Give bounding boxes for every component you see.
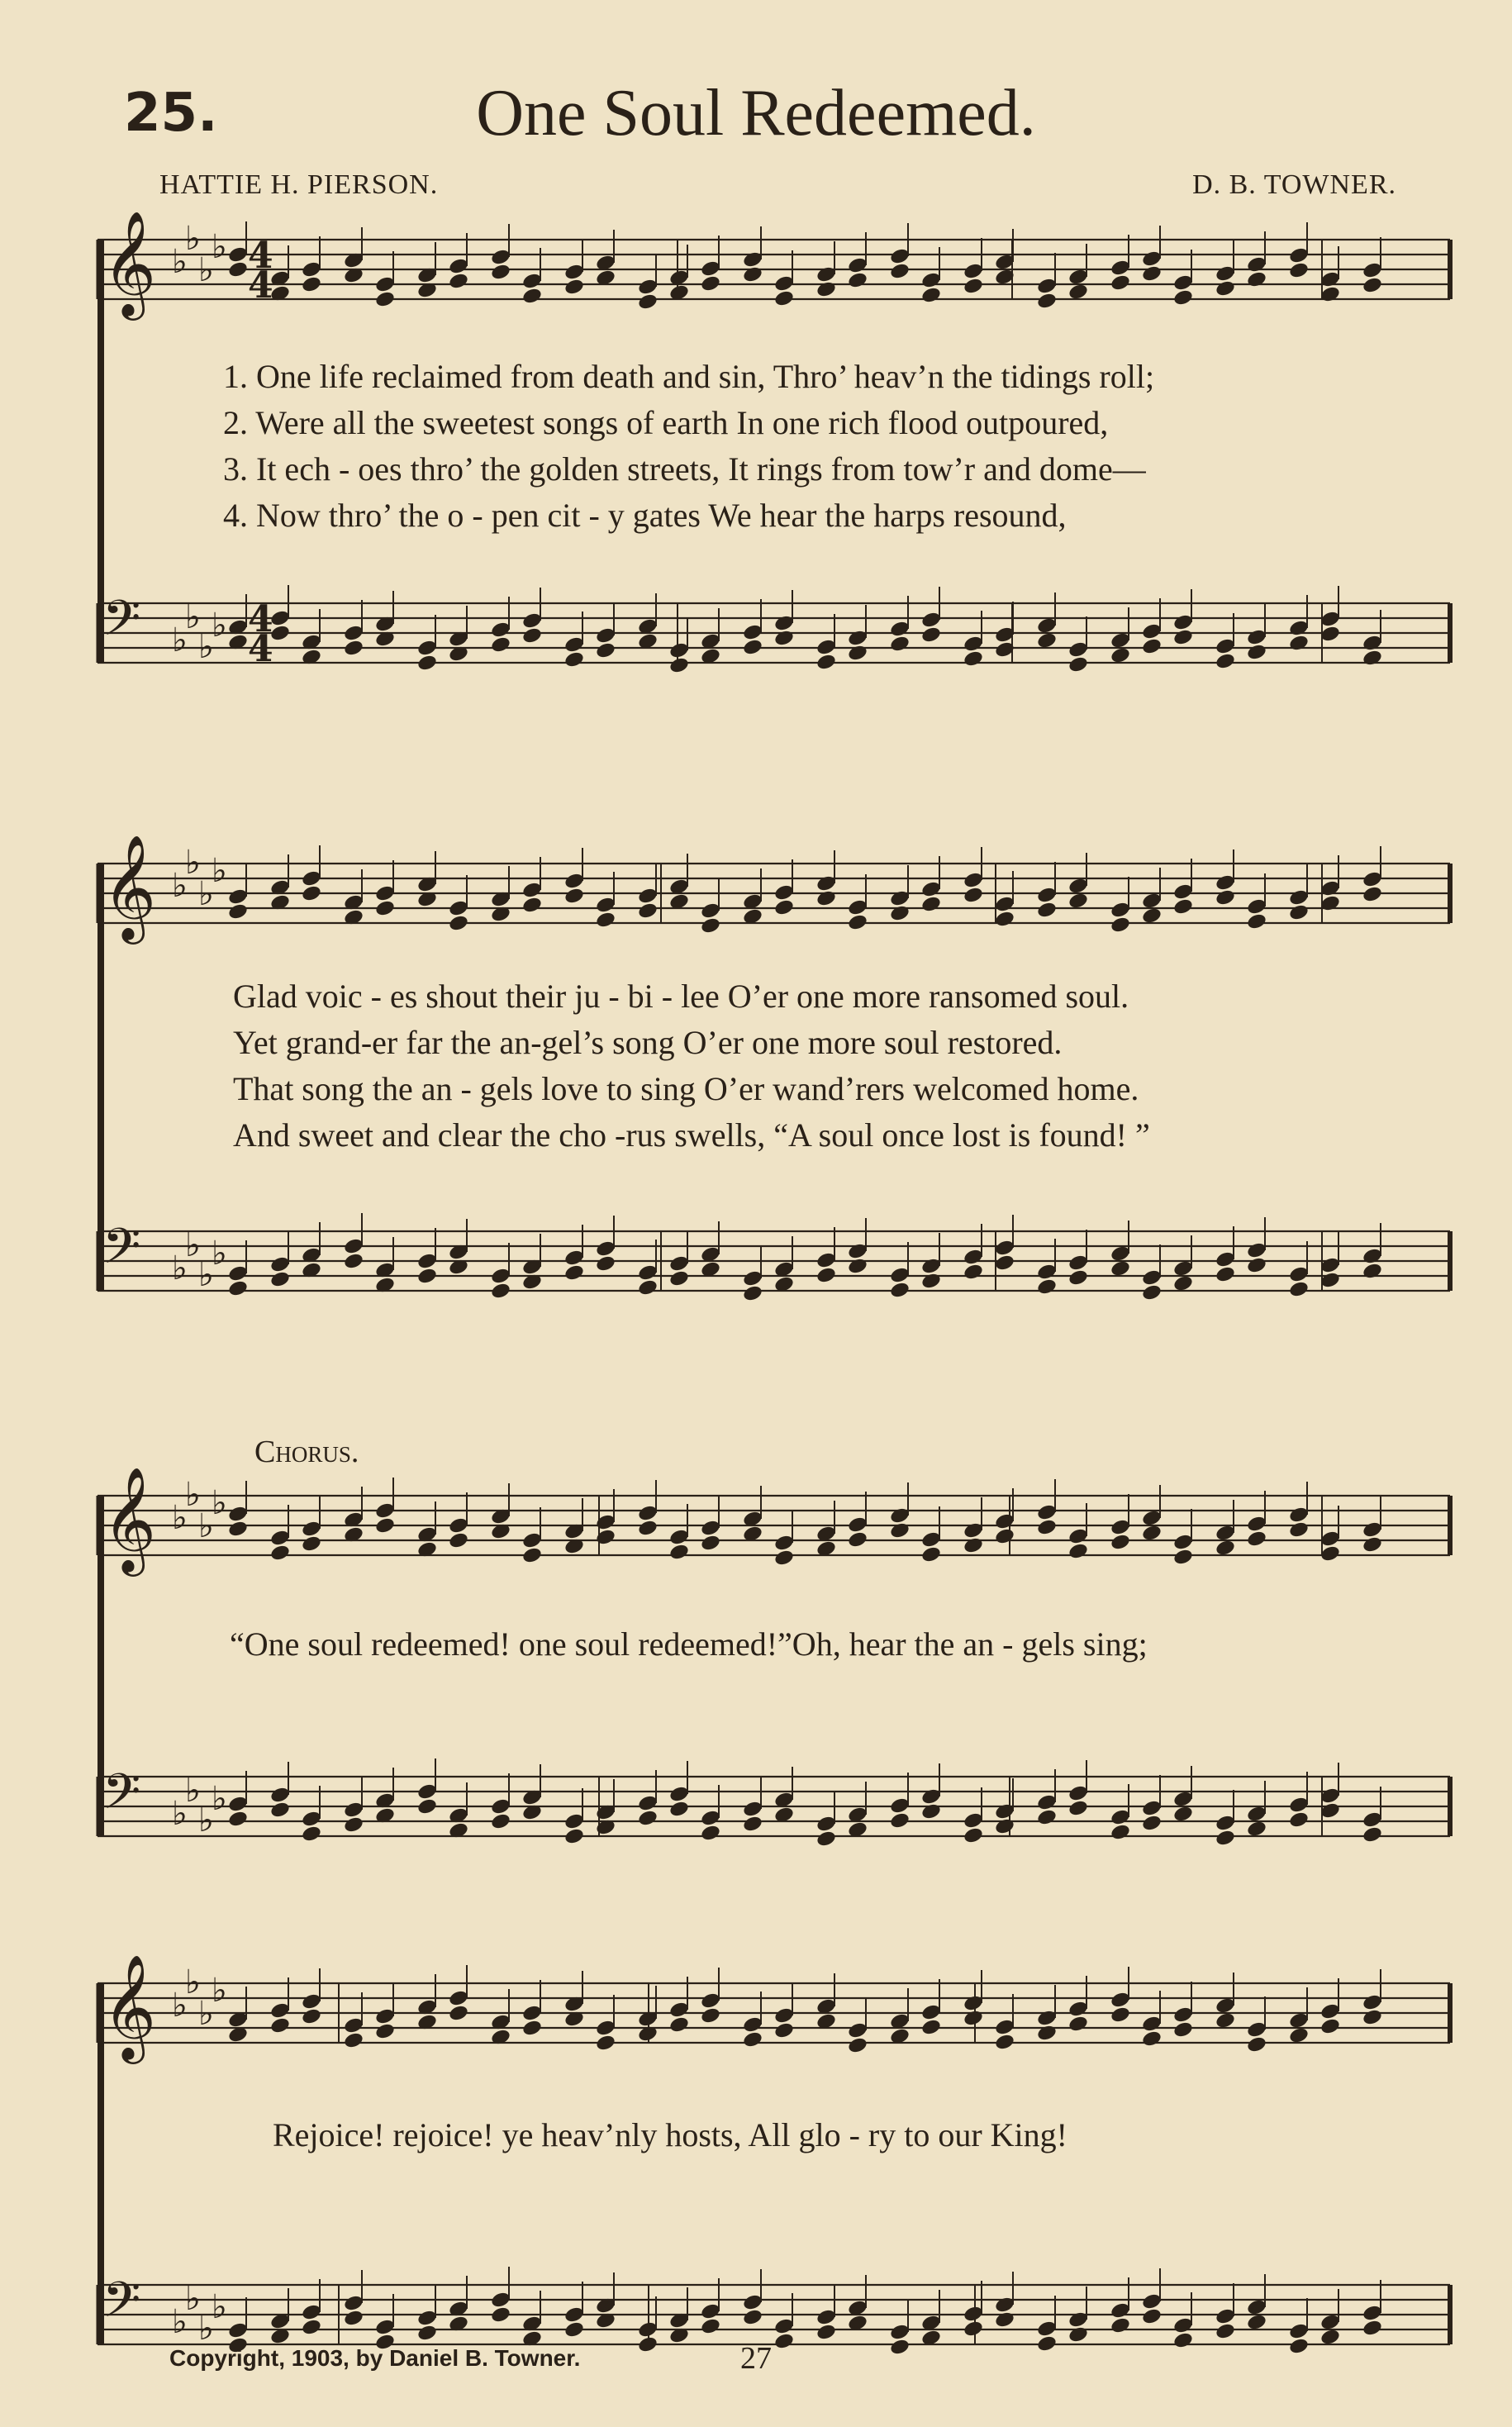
verse-line-4: 4. Now thro’ the o - pen cit - y gates We hear the harps resound, [223, 497, 1067, 534]
note-head [742, 2308, 763, 2326]
note-head [1110, 1259, 1131, 1278]
note-head [1141, 264, 1163, 283]
note-head [742, 265, 763, 283]
note-head [374, 1516, 396, 1535]
note-head [1215, 2011, 1236, 2030]
note-head [1110, 1823, 1131, 1841]
note-head [1246, 912, 1267, 930]
verse-line-5: Glad voic - es shout their ju - bi - lee O’er one more ransomed soul. [233, 978, 1129, 1015]
flat-icon: ♭ [212, 1235, 227, 1273]
note-head [920, 286, 942, 304]
flat-icon: ♭ [172, 243, 188, 281]
note-head [668, 1269, 690, 1287]
note-head [343, 2309, 364, 2327]
note-head [847, 271, 868, 289]
flat-icon: ♭ [198, 628, 214, 666]
note-head [1362, 885, 1383, 903]
note-head [595, 641, 616, 659]
flat-icon: ♭ [198, 1801, 214, 1839]
note-head [1036, 1808, 1058, 1826]
note-head [1067, 655, 1089, 673]
note-head [1215, 652, 1236, 670]
note-head [595, 911, 616, 929]
flat-icon: ♭ [198, 875, 214, 913]
note-head [1215, 279, 1236, 297]
note-head [847, 913, 868, 931]
time-signature-digit: 4 [248, 264, 273, 307]
note-head [1141, 1524, 1163, 1542]
note-head [301, 1535, 322, 1553]
note-head [563, 1263, 585, 1282]
flat-icon: ♭ [212, 1484, 227, 1522]
note-head [1067, 1268, 1089, 1287]
note-head [1172, 1805, 1194, 1823]
flat-icon: ♭ [185, 1772, 201, 1810]
note-head [1288, 903, 1310, 921]
note-head [920, 1272, 942, 1290]
flat-icon: ♭ [198, 2310, 214, 2348]
note-head [1246, 270, 1267, 288]
note-head [668, 1800, 690, 1818]
chorus-line-1: “One soul redeemed! one soul redeemed!”Oh, hear the an - gels sing; [230, 1625, 1148, 1663]
note-head [563, 887, 585, 905]
note-head [1110, 916, 1131, 934]
note-head [1172, 1274, 1194, 1292]
note-head [668, 1543, 690, 1561]
flat-icon: ♭ [185, 1226, 201, 1264]
note-head [343, 639, 364, 657]
note-head [1036, 1278, 1058, 1296]
note-head [269, 1270, 291, 1288]
note-head [963, 1263, 984, 1281]
note-head [637, 1519, 659, 1537]
note-head [374, 2022, 396, 2040]
note-head [563, 1827, 585, 1845]
note-head [889, 904, 911, 922]
note-head [889, 262, 911, 280]
bass-clef-icon: 𝄢 [102, 589, 141, 659]
note-head [700, 1534, 721, 1552]
note-head [521, 626, 543, 645]
note-head [301, 1825, 322, 1843]
note-head [700, 1824, 721, 1842]
note-head [815, 280, 837, 298]
note-head [963, 2320, 984, 2338]
note-head [847, 1257, 868, 1275]
treble-clef-icon: 𝄞 [102, 834, 157, 940]
note-head [920, 626, 942, 644]
flat-icon: ♭ [172, 2303, 188, 2341]
note-head [521, 2019, 543, 2037]
note-head [1246, 2313, 1267, 2331]
treble-clef-icon: 𝄞 [102, 1953, 157, 2059]
note-head [227, 1520, 249, 1538]
note-head [1110, 274, 1131, 292]
note-head [448, 272, 469, 290]
note-head [563, 2320, 585, 2339]
note-head [1141, 907, 1163, 925]
flat-icon: ♭ [172, 1795, 188, 1833]
note-head [815, 1266, 837, 1284]
note-head [815, 653, 837, 671]
note-head [815, 889, 837, 907]
flat-icon: ♭ [198, 1256, 214, 1294]
note-head [773, 1549, 795, 1567]
note-head [1246, 2035, 1267, 2053]
note-head [963, 2009, 984, 2027]
note-head [1172, 628, 1194, 646]
note-head [847, 2036, 868, 2054]
note-head [1246, 1530, 1267, 1548]
note-head [700, 2317, 721, 2335]
note-head [1246, 643, 1267, 661]
flat-icon: ♭ [212, 607, 227, 645]
note-head [994, 1254, 1015, 1272]
note-head [1319, 2017, 1341, 2035]
copyright-notice: Copyright, 1903, by Daniel B. Towner. [169, 2345, 581, 2371]
note-head [773, 289, 795, 307]
note-head [920, 895, 942, 913]
note-head [963, 1826, 984, 1844]
note-head [448, 914, 469, 932]
note-head [742, 1815, 763, 1833]
note-head [416, 2324, 438, 2342]
note-head [269, 1801, 291, 1819]
time-signature-digit: 4 [248, 598, 273, 640]
note-head [742, 2030, 763, 2049]
note-head [1215, 1829, 1236, 1847]
note-head [963, 886, 984, 904]
flat-icon: ♭ [172, 621, 188, 659]
note-head [227, 902, 249, 921]
note-head [1036, 631, 1058, 650]
note-head [1141, 2307, 1163, 2325]
flat-icon: ♭ [185, 844, 201, 882]
note-head [1172, 288, 1194, 307]
note-head [1288, 261, 1310, 279]
note-head [742, 638, 763, 656]
time-signature-digit: 4 [248, 235, 273, 277]
lyricist-credit: HATTIE H. PIERSON. [159, 169, 439, 200]
bass-clef-icon: 𝄢 [102, 1217, 141, 1287]
note-head [1110, 1533, 1131, 1551]
note-head [1141, 637, 1163, 655]
note-head [301, 884, 322, 902]
note-head [1172, 897, 1194, 916]
verse-line-7: That song the an - gels love to sing O’er wand’rers welcomed home. [233, 1070, 1139, 1107]
verse-line-2: 2. Were all the sweetest songs of earth In one rich flood outpoured, [223, 404, 1109, 441]
note-head [1067, 1542, 1089, 1560]
note-head [773, 898, 795, 916]
note-head [301, 275, 322, 293]
note-head [668, 656, 690, 674]
note-head [994, 2033, 1015, 2051]
note-head [815, 1830, 837, 1848]
note-head [1067, 892, 1089, 910]
note-head [1246, 1256, 1267, 1274]
note-head [490, 263, 511, 281]
note-head [343, 2031, 364, 2049]
note-head [1246, 1820, 1267, 1838]
note-head [1362, 2319, 1383, 2337]
note-head [889, 1811, 911, 1830]
note-head [1288, 1280, 1310, 1298]
note-head [448, 2004, 469, 2022]
flat-icon: ♭ [198, 1995, 214, 2033]
note-head [889, 635, 911, 653]
note-head [637, 902, 659, 920]
note-head [1362, 1825, 1383, 1844]
bass-clef-icon: 𝄢 [102, 1763, 141, 1832]
note-head [668, 2015, 690, 2034]
flat-icon: ♭ [212, 228, 227, 266]
bass-clef-icon: 𝄢 [102, 2271, 141, 2340]
note-head [595, 1254, 616, 1273]
hymn-title: One Soul Redeemed. [476, 77, 1036, 150]
note-head [416, 654, 438, 672]
flat-icon: ♭ [185, 1963, 201, 2001]
composer-credit: D. B. TOWNER. [1192, 169, 1396, 200]
treble-clef-icon: 𝄞 [102, 210, 157, 316]
note-head [1215, 1539, 1236, 1557]
flat-icon: ♭ [185, 1476, 201, 1514]
note-head [994, 1817, 1015, 1835]
note-head [1215, 888, 1236, 907]
note-head [889, 1281, 911, 1299]
note-head [773, 2021, 795, 2039]
note-head [700, 2006, 721, 2025]
note-head [847, 644, 868, 662]
note-head [1067, 1799, 1089, 1817]
note-head [227, 1279, 249, 1297]
note-head [1172, 1548, 1194, 1566]
flat-icon: ♭ [185, 220, 201, 258]
note-head [963, 1536, 984, 1554]
note-head [301, 2318, 322, 2336]
note-head [1288, 1520, 1310, 1539]
note-head [1362, 1262, 1383, 1280]
note-head [1141, 1283, 1163, 1302]
note-head [490, 1282, 511, 1300]
note-head [920, 2018, 942, 2036]
note-head [1362, 276, 1383, 294]
time-signature-digit: 4 [248, 628, 273, 670]
note-head [1036, 2024, 1058, 2042]
note-head [742, 1284, 763, 1302]
note-head [448, 1531, 469, 1549]
verse-line-6: Yet grand-er far the an-gel’s song O’er one more soul restored. [233, 1024, 1063, 1061]
hymn-number: 25. [124, 83, 218, 144]
note-head [1288, 634, 1310, 652]
note-head [1110, 646, 1131, 664]
note-head [920, 1545, 942, 1563]
note-head [847, 1530, 868, 1549]
note-head [1110, 2006, 1131, 2024]
flat-icon: ♭ [172, 1987, 188, 2025]
note-head [889, 1521, 911, 1539]
note-head [963, 650, 984, 668]
verse-line-1: 1. One life reclaimed from death and sin, Thro’ heav’n the tidings roll; [223, 358, 1155, 395]
flat-icon: ♭ [212, 852, 227, 890]
note-head [773, 629, 795, 647]
page-number: 27 [740, 2341, 772, 2376]
note-head [1288, 1811, 1310, 1829]
note-head [490, 635, 511, 654]
note-head [637, 293, 659, 311]
note-head [1362, 649, 1383, 667]
note-head [920, 1802, 942, 1820]
note-head [1141, 2030, 1163, 2048]
flat-icon: ♭ [172, 1249, 188, 1287]
note-head [269, 1544, 291, 1562]
verse-line-8: And sweet and clear the cho -rus swells, “A soul once lost is found! ” [233, 1116, 1150, 1154]
flat-icon: ♭ [212, 1972, 227, 2010]
note-head [343, 1815, 364, 1834]
note-head [1288, 2026, 1310, 2044]
note-head [301, 2007, 322, 2025]
treble-clef-icon: 𝄞 [102, 1466, 157, 1572]
note-head [700, 916, 721, 935]
note-head [1067, 283, 1089, 301]
note-head [563, 650, 585, 669]
flat-icon: ♭ [185, 2280, 201, 2318]
note-head [637, 1278, 659, 1297]
note-head [1215, 1265, 1236, 1283]
flat-icon: ♭ [212, 1780, 227, 1818]
note-head [374, 899, 396, 917]
note-head [1172, 2020, 1194, 2039]
note-head [374, 290, 396, 308]
note-head [1215, 2322, 1236, 2340]
note-head [1362, 2008, 1383, 2026]
note-head [994, 910, 1015, 928]
note-head [416, 1797, 438, 1815]
note-head [521, 896, 543, 914]
note-head [269, 2016, 291, 2034]
verse-line-3: 3. It ech - oes thro’ the golden streets, It rings from tow’r and dome— [223, 450, 1146, 488]
note-head [1362, 1535, 1383, 1554]
flat-icon: ♭ [172, 1499, 188, 1537]
note-head [490, 2306, 511, 2324]
note-head [1067, 2015, 1089, 2033]
chorus-label: Chorus. [254, 1435, 359, 1469]
flat-icon: ♭ [172, 867, 188, 905]
flat-icon: ♭ [185, 598, 201, 636]
note-head [343, 1252, 364, 1270]
note-head [490, 1812, 511, 1830]
note-head [227, 1810, 249, 1828]
note-head [1036, 901, 1058, 919]
note-head [994, 2310, 1015, 2329]
note-head [1110, 2316, 1131, 2334]
note-head [563, 278, 585, 296]
note-head [815, 2323, 837, 2341]
chorus-line-2: Rejoice! rejoice! ye heav’nly hosts, All glo - ry to our King! [273, 2116, 1067, 2153]
note-head [595, 1528, 616, 1546]
note-head [521, 287, 543, 305]
note-head [1036, 1518, 1058, 1536]
note-head [521, 1546, 543, 1564]
flat-icon: ♭ [212, 2288, 227, 2326]
note-head [637, 1809, 659, 1827]
note-head [595, 2034, 616, 2052]
note-head [994, 1527, 1015, 1545]
note-head [227, 260, 249, 278]
flat-icon: ♭ [198, 251, 214, 289]
note-head [1141, 1814, 1163, 1832]
flat-icon: ♭ [198, 1507, 214, 1545]
note-head [416, 1267, 438, 1285]
note-head [700, 274, 721, 293]
note-head [963, 277, 984, 295]
note-head [1036, 292, 1058, 310]
